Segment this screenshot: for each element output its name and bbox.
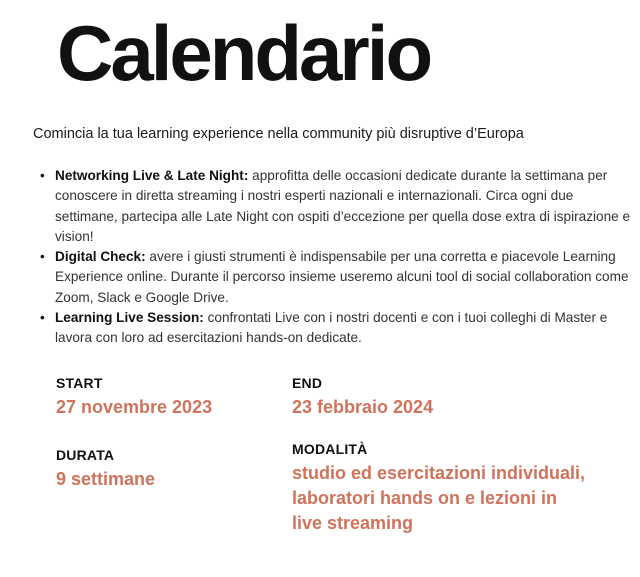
- list-item-learning-live: [40, 308, 632, 349]
- list-item-title: Digital Check:: [55, 249, 146, 265]
- start-label: START: [56, 375, 103, 391]
- durata-value: 9 settimane: [56, 469, 156, 489]
- info-durata: [56, 446, 155, 492]
- info-modalita: [292, 440, 592, 536]
- bullet-icon: •: [40, 168, 45, 183]
- end-label: END: [292, 375, 323, 391]
- bullet-icon: •: [40, 310, 45, 326]
- list-item-digital-check: [40, 247, 632, 308]
- page-title: Calendario: [57, 9, 431, 97]
- features-list: [40, 166, 632, 349]
- list-item-text: avere i giusti strumenti è indispensabile per una corretta e piacevole Learning Experience online. Durante il percorso insieme useremo alcuni tool di social collaboration come Zoom, Slack e Google Drive.: [55, 249, 629, 305]
- list-item-title: Learning Live Session:: [55, 310, 204, 326]
- bullet-icon: •: [40, 249, 45, 265]
- durata-label: DURATA: [56, 447, 115, 463]
- end-value: 23 febbraio 2024: [292, 397, 434, 417]
- list-item-text: confrontati Live con i nostri docenti e con i tuoi colleghi di Master e lavora con loro ad esercitazioni hands-on dedicate.: [55, 310, 608, 346]
- info-end: [292, 374, 433, 420]
- modalita-label: MODALITÀ: [292, 441, 368, 457]
- start-value: 27 novembre 2023: [56, 397, 213, 417]
- list-item-networking: [40, 166, 632, 247]
- list-item-text: approfitta delle occasioni dedicate durante la settimana per conoscere in diretta streaming i nostri esperti nazionali e internazionali. Circa ogni due settimane, partecipa alle Late Night con ospiti d’eccezione per quella dose extra di ispirazione e vision!: [55, 168, 631, 244]
- page-subtitle: Comincia la tua learning experience nella community più disruptive d’Europa: [33, 126, 524, 142]
- list-item-title: Networking Live & Late Night:: [55, 168, 249, 183]
- modalita-value: studio ed esercitazioni individuali, laboratori hands on e lezioni in live streaming: [292, 463, 586, 533]
- info-start: [56, 374, 212, 420]
